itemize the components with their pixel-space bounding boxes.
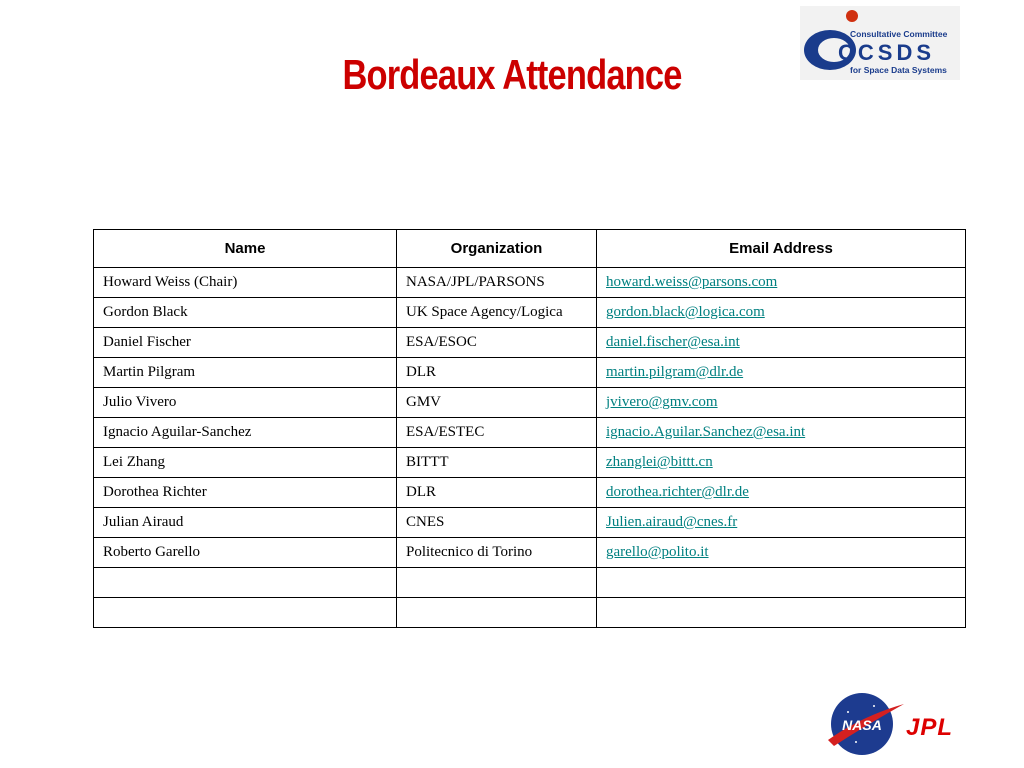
header-name: Name <box>94 230 397 268</box>
table-row <box>94 448 966 478</box>
cell-email-link[interactable]: zhanglei@bittt.cn <box>597 448 966 478</box>
jpl-logo: JPL <box>906 714 954 741</box>
attendance-table <box>93 229 966 628</box>
cell-organization <box>397 568 597 598</box>
cell-name: Julian Airaud <box>94 508 397 538</box>
cell-name <box>94 568 397 598</box>
cell-email-link[interactable]: dorothea.richter@dlr.de <box>597 478 966 508</box>
cell-name: Roberto Garello <box>94 538 397 568</box>
cell-email-link[interactable]: ignacio.Aguilar.Sanchez@esa.int <box>597 418 966 448</box>
cell-name: Dorothea Richter <box>94 478 397 508</box>
cell-name: Gordon Black <box>94 298 397 328</box>
cell-organization: DLR <box>397 358 597 388</box>
cell-name: Howard Weiss (Chair) <box>94 268 397 298</box>
cell-organization: CNES <box>397 508 597 538</box>
table-row <box>94 388 966 418</box>
cell-email-link[interactable]: howard.weiss@parsons.com <box>597 268 966 298</box>
table-row <box>94 508 966 538</box>
cell-email-link[interactable]: gordon.black@logica.com <box>597 298 966 328</box>
cell-organization: Politecnico di Torino <box>397 538 597 568</box>
cell-organization: ESA/ESOC <box>397 328 597 358</box>
table-row <box>94 268 966 298</box>
cell-email-link[interactable]: Julien.airaud@cnes.fr <box>597 508 966 538</box>
table-row <box>94 568 966 598</box>
cell-email-link[interactable]: martin.pilgram@dlr.de <box>597 358 966 388</box>
table-row <box>94 598 966 628</box>
header-email: Email Address <box>597 230 966 268</box>
cell-name: Daniel Fischer <box>94 328 397 358</box>
table-row <box>94 358 966 388</box>
cell-name: Julio Vivero <box>94 388 397 418</box>
table-row <box>94 418 966 448</box>
nasa-text: NASA <box>842 717 882 733</box>
table-row <box>94 328 966 358</box>
ccsds-line2: for Space Data Systems <box>850 65 947 75</box>
cell-email-link <box>597 568 966 598</box>
cell-name <box>94 598 397 628</box>
cell-organization: NASA/JPL/PARSONS <box>397 268 597 298</box>
cell-organization: UK Space Agency/Logica <box>397 298 597 328</box>
slide-title: Bordeaux Attendance <box>342 51 682 98</box>
cell-organization <box>397 598 597 628</box>
table-body <box>94 268 966 628</box>
table-row <box>94 538 966 568</box>
ccsds-acronym: CCSDS <box>838 40 936 65</box>
cell-name: Ignacio Aguilar-Sanchez <box>94 418 397 448</box>
cell-name: Lei Zhang <box>94 448 397 478</box>
nasa-logo <box>826 690 906 758</box>
cell-email-link <box>597 598 966 628</box>
cell-name: Martin Pilgram <box>94 358 397 388</box>
cell-organization: DLR <box>397 478 597 508</box>
cell-email-link[interactable]: daniel.fischer@esa.int <box>597 328 966 358</box>
cell-organization: BITTT <box>397 448 597 478</box>
cell-email-link[interactable]: jvivero@gmv.com <box>597 388 966 418</box>
header-organization: Organization <box>397 230 597 268</box>
table-row <box>94 298 966 328</box>
cell-organization: ESA/ESTEC <box>397 418 597 448</box>
table-header-row <box>94 230 966 268</box>
table-row <box>94 478 966 508</box>
cell-email-link[interactable]: garello@polito.it <box>597 538 966 568</box>
ccsds-line1: Consultative Committee <box>850 29 948 39</box>
cell-organization: GMV <box>397 388 597 418</box>
